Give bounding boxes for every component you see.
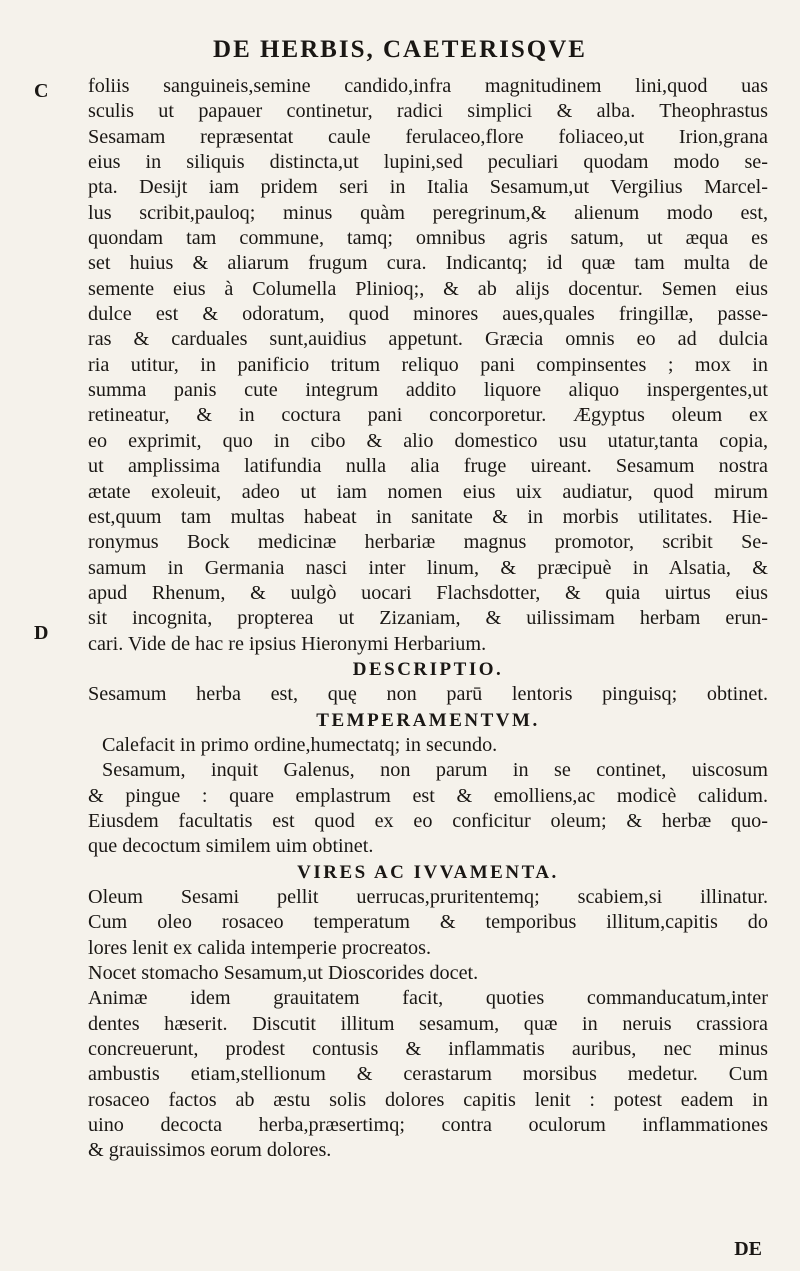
text-line: uino decocta herba,præsertimq; contra oculorum inflammationes	[88, 1114, 768, 1137]
text-line: dentes hæserit. Discutit illitum sesamum, quæ in neruis crassiora	[88, 1012, 768, 1035]
text-line: quondam tam commune, tamq; omnibus agris satum, ut æqua es	[88, 227, 768, 250]
text-line: ut amplissima latifundia nulla alia fruge uireant. Sesamum nostra	[88, 455, 768, 478]
text-line: ras & carduales sunt,auidius appetunt. Græcia omnis eo ad dulcia	[88, 328, 768, 351]
text-line: ria utitur, in panificio tritum reliquo pani compinsentes ; mox in	[88, 353, 768, 376]
margin-letter-d: D	[34, 622, 49, 644]
text-line: dulce est & odoratum, quod minores aues,quales fringillæ, passe-	[88, 303, 768, 326]
catchword: DE	[734, 1238, 762, 1260]
text-line: Sesamum herba est, quę non parū lentoris pinguisq; obtinet.	[88, 683, 768, 706]
text-line: sculis ut papauer continetur, radici simplici & alba. Theophrastus	[88, 100, 768, 123]
text-line: Sesamum, inquit Galenus, non parum in se continet, uiscosum	[102, 759, 768, 782]
text-line: ronymus Bock medicinæ herbariæ magnus promotor, scribit Se-	[88, 531, 768, 554]
text-line: est,quum tam multas habeat in sanitate & in morbis utilitates. Hie-	[88, 505, 768, 528]
text-line: apud Rhenum, & uulgò uocari Flachsdotter, & quia uirtus eius	[88, 581, 768, 604]
text-line: Sesamam repræsentat caule ferulaceo,flore foliaceo,ut Irion,grana	[88, 125, 768, 148]
text-line: Nocet stomacho Sesamum,ut Dioscorides docet.	[88, 962, 479, 985]
section-heading-vires: VIRES AC IVVAMENTA.	[297, 861, 559, 883]
text-line: foliis sanguineis,semine candido,infra magnitudinem lini,quod uas	[88, 75, 768, 97]
text-line: sit incognita, propterea ut Zizaniam, & uilissimam herbam erun-	[88, 607, 768, 630]
body-text	[88, 74, 768, 1164]
text-line: Oleum Sesami pellit uerrucas,pruritentemq; scabiem,si illinatur.	[88, 886, 768, 908]
text-line: & grauissimos eorum dolores.	[88, 1139, 332, 1162]
section-heading-descriptio: DESCRIPTIO.	[352, 658, 504, 680]
text-line: concreuerunt, prodest contusis & inflammatis auribus, nec minus	[88, 1038, 768, 1061]
section-heading-temperamentum: TEMPERAMENTVM.	[316, 709, 540, 731]
text-line: & pingue : quare emplastrum est & emolliens,ac modicè calidum.	[88, 784, 768, 807]
text-line: Eiusdem facultatis est quod ex eo conficitur oleum; & herbæ quo-	[88, 809, 768, 832]
text-line: set huius & aliarum frugum cura. Indicantq; id quæ tam multa de	[88, 252, 768, 275]
text-line: rosaceo factos ab æstu solis dolores capitis lenit : potest eadem in	[88, 1088, 768, 1111]
text-line: cari. Vide de hac re ipsius Hieronymi Herbarium.	[88, 632, 487, 655]
text-line: Animæ idem grauitatem facit, quoties commanducatum,inter	[88, 987, 768, 1010]
text-line: semente eius à Columella Plinioq;, & ab alijs docentur. Semen eius	[88, 277, 768, 300]
text-line: ambustis etiam,stellionum & cerastarum morsibus medetur. Cum	[88, 1063, 768, 1086]
text-line: Cum oleo rosaceo temperatum & temporibus illitum,capitis do	[88, 911, 768, 934]
text-line: lus scribit,pauloq; minus quàm peregrinum,& alienum modo est,	[88, 201, 768, 224]
text-line: Calefacit in primo ordine,humectatq; in secundo.	[102, 733, 498, 756]
text-line: lores lenit ex calida intemperie procreatos.	[88, 936, 432, 959]
margin-letter-c: C	[34, 80, 49, 102]
text-line: samum in Germania nasci inter linum, & præcipuè in Alsatia, &	[88, 556, 768, 579]
text-line: ætate exoleuit, adeo ut iam nomen eius uix audiatur, quod mirum	[88, 480, 768, 503]
text-line: eo exprimit, quo in cibo & alio domestico usu utatur,tanta copia,	[88, 429, 768, 452]
text-line: summa panis cute integrum addito liquore aliquo inspergentes,ut	[88, 379, 768, 402]
text-line: eius in siliquis distincta,ut lupini,sed peculiari quodam modo se-	[88, 151, 768, 174]
text-line: pta. Desijt iam pridem seri in Italia Sesamum,ut Vergilius Marcel-	[88, 176, 768, 199]
text-line: retineatur, & in coctura pani concorporetur. Ægyptus oleum ex	[88, 404, 768, 427]
text-line: que decoctum similem uim obtinet.	[88, 835, 374, 858]
running-header: DE HERBIS, CAETERISQVE	[213, 36, 587, 63]
